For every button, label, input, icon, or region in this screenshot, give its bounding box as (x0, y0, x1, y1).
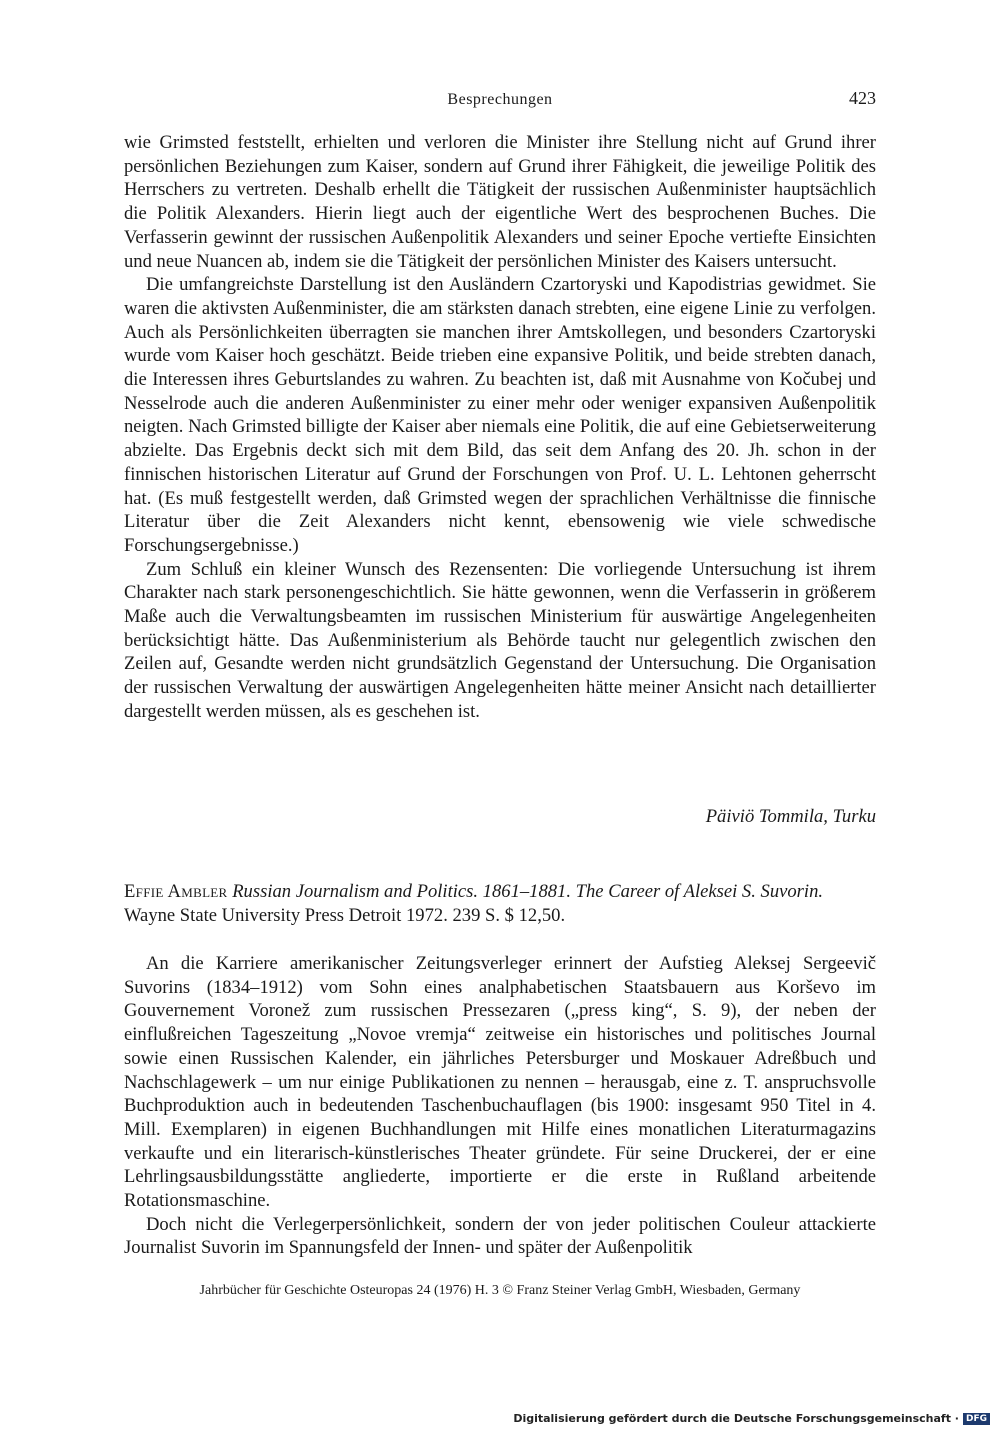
book-author: Effie Ambler (124, 881, 228, 902)
journal-footer: Jahrbücher für Geschichte Osteuropas 24 (1976) H. 3 © Franz Steiner Verlag GmbH, Wiesbaden, Germany (199, 1283, 801, 1298)
page-header (124, 88, 876, 114)
page-number: 423 (849, 88, 876, 108)
paragraph: An die Karriere amerikanischer Zeitungsverleger erinnert der Aufstieg Aleksej Sergeevič Suvorins (1834–1912) vom Sohn eines analphabetischen Staatsbauern aus Korševo im Gouvernement Voronež zum russischen Pressezaren („press king“, S. 9), der neben der einflußreichen Tageszeitung „Novoe vremja“ zeitweise ein historisches und politisches Journal sowie einen Russischen Kalender, ein jährliches Petersburger und Moskauer Adreßbuch und Nachschlagewerk – um nur einige Publikationen zu nennen – herausgab, eine z. T. anspruchsvolle Buchproduktion auch in bedeutenden Taschenbuchauflagen (bis 1900: insgesamt 950 Titel in 4. Mill. Exemplaren) in eigenen Buchhandlungen mit Hilfe eines monatlichen Literaturmagazins verkaufte und ein literarisch-künstlerisches Theater gründete. Für seine Druckerei, der er eine Lehrlingsausbildungsstätte angliederte, importierte er die erste in Rußland arbeitende Rotationsmaschine. (124, 953, 876, 1212)
review-body (124, 952, 876, 1260)
running-title: Besprechungen (447, 91, 553, 108)
digitization-credit-text: Digitalisierung gefördert durch die Deutsche Forschungsgemeinschaft · (513, 1412, 959, 1425)
paragraph: Die umfangreichste Darstellung ist den Ausländern Czartoryski und Kapodistrias gewidmet. Sie waren die aktivsten Außenminister, die am stärksten danach strebten, eine eigene Linie zu verfolgen. Auch als Persönlichkeiten überragten sie manchen ihrer Amtskollegen, und besonders Czartoryski wurde vom Kaiser hoch geschätzt. Beide trieben eine expansive Politik, und beide strebten danach, die Interessen ihres Geburtslandes zu wahren. Zu beachten ist, daß mit Ausnahme von Kočubej und Nesselrode auch die anderen Außenminister zu einer mehr oder weniger expansiven Außenpolitik neigten. Nach Grimsted billigte der Kaiser aber niemals eine Politik, die auf eine Gebietserweiterung abzielte. Das Ergebnis deckt sich mit dem Bild, das seit dem Anfang des 20. Jh. schon in der finnischen historischen Literatur auf Grund der Forschungen von Prof. U. L. Lehtonen geherrscht hat. (Es muß festgestellt werden, daß Grimsted wegen der sprachlichen Verhältnisse die finnische Literatur über die Zeit Alexanders nicht kennt, ebensowenig wie viele schwedische Forschungsergebnisse.) (124, 274, 876, 556)
paragraph: Doch nicht die Verlegerpersönlichkeit, sondern der von jeder politischen Couleur attackierte Journalist Suvorin im Spannungsfeld der Innen- und später der Außenpolitik (124, 1213, 876, 1259)
review-body (124, 131, 876, 724)
bibliographic-entry (124, 880, 884, 927)
dfg-logo-icon: DFG (963, 1413, 990, 1425)
digitization-credit (513, 1412, 990, 1425)
book-title: Russian Journalism and Politics. 1861–1881. The Career of Aleksei S. Suvorin. (232, 881, 824, 902)
paragraph: wie Grimsted feststellt, erhielten und verloren die Minister ihre Stellung nicht auf Grund ihrer persönlichen Beziehungen zum Kaiser, sondern auf Grund ihrer Fähigkeit, die jeweilige Politik des Herrschers zu vertreten. Deshalb erhellt die Tätigkeit der russischen Außenminister hauptsächlich die Politik Alexanders. Hierin liegt auch der eigentliche Wert des besprochenen Buches. Die Verfasserin gewinnt der russischen Außenpolitik Alexanders und seiner Epoche vertiefte Einsichten und neue Nuancen ab, indem sie die Tätigkeit der persönlichen Minister des Kaisers untersucht. (124, 132, 876, 272)
paragraph: Zum Schluß ein kleiner Wunsch des Rezensenten: Die vorliegende Untersuchung ist ihrem Charakter nach stark personengeschichtlich. Sie hätte gewonnen, wenn die Verfasserin in größerem Maße auch die Verwaltungsbeamten im russischen Ministerium für auswärtige Angelegenheiten berücksichtigt hätte. Das Außenministerium als Behörde taucht nur gelegentlich zwischen den Zeilen auf, Gesandte werden nicht grundsätzlich Gegenstand der Untersuchung. Die Organisation der russischen Verwaltung der auswärtigen Angelegenheiten hätte meiner Ansicht nach detaillierter dargestellt werden müssen, als es geschehen ist. (124, 558, 876, 722)
publication-info: Wayne State University Press Detroit 1972. 239 S. $ 12,50. (124, 904, 566, 926)
reviewer-signature: Päiviö Tommila, Turku (705, 806, 876, 827)
